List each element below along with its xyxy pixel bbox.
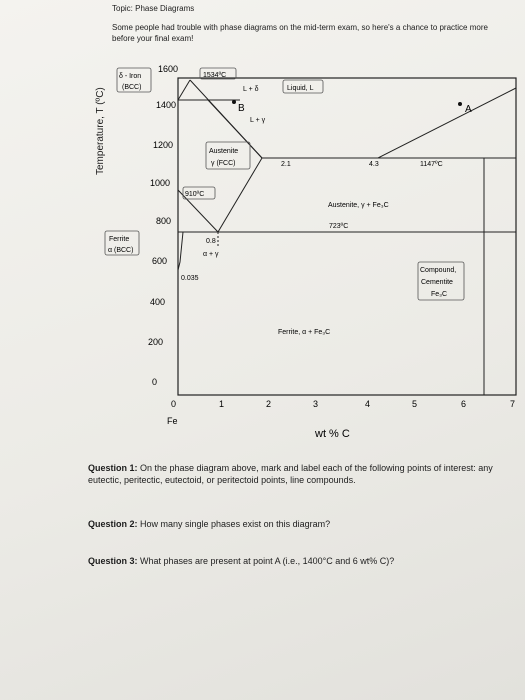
t910-label: 910ºC xyxy=(185,191,205,198)
x-origin-label: Fe xyxy=(167,416,178,426)
question-3 xyxy=(88,555,508,567)
y-tick-400: 400 xyxy=(150,297,166,307)
point-b-label: B xyxy=(238,103,245,114)
compound-label: Compound, xyxy=(420,267,457,274)
phase-lines xyxy=(178,80,516,395)
x-tick-3: 3 xyxy=(313,399,319,409)
x-tick-6: 6 xyxy=(461,399,467,409)
delta-solvus-line xyxy=(178,80,190,100)
y-tick-800: 800 xyxy=(156,216,172,226)
question-2 xyxy=(88,518,508,530)
point-b-dot xyxy=(232,100,236,104)
delta-iron-bcc-label: (BCC) xyxy=(122,84,142,91)
ferrite-solvus-line xyxy=(178,232,183,270)
question-1-label: Question 1: xyxy=(88,463,138,473)
t1147-label: 1147ºC xyxy=(420,161,443,168)
cementite-label: Cementite xyxy=(421,279,453,286)
ferrite-bcc-label: α (BCC) xyxy=(108,247,134,254)
topic-heading: Topic: Phase Diagrams xyxy=(112,4,195,13)
question-2-text: How many single phases exist on this diagram? xyxy=(137,519,331,529)
question-2-label: Question 2: xyxy=(88,519,138,529)
y-tick-200: 200 xyxy=(148,337,164,347)
liquid-label: Liquid, L xyxy=(287,85,314,92)
fe3c-label: Fe₃C xyxy=(431,291,448,298)
y-axis-label: Temperature, T (ºC) xyxy=(95,87,106,175)
liquidus-line xyxy=(190,80,378,158)
x-tick-4: 4 xyxy=(365,399,371,409)
l-delta-label: L + δ xyxy=(243,86,259,93)
aust-fe3c-label: Austenite, γ + Fe₃C xyxy=(328,202,389,209)
question-1 xyxy=(88,462,508,486)
y-tick-0: 0 xyxy=(152,377,158,387)
ferrite-label: Ferrite xyxy=(109,236,130,243)
question-3-label: Question 3: xyxy=(88,556,138,566)
point-a-label: A xyxy=(465,104,472,115)
diagram-frame xyxy=(178,78,516,395)
austenite-fcc-label: γ (FCC) xyxy=(211,160,236,167)
x-tick-1: 1 xyxy=(219,399,225,409)
c0035-label: 0.035 xyxy=(181,275,199,282)
c21-label: 2.1 xyxy=(281,161,291,168)
question-1-text: On the phase diagram above, mark and label each of the following points of interest: any eutectic, peritectic, eutectoid, or peritectoid points, line compounds. xyxy=(88,463,493,485)
intro-text: Some people had trouble with phase diagrams on the mid-term exam, so here's a chance to practice more before your final exam! xyxy=(112,23,488,43)
point-a-dot xyxy=(458,102,462,106)
x-tick-0: 0 xyxy=(171,399,177,409)
c43-label: 4.3 xyxy=(369,161,379,168)
y-tick-1200: 1200 xyxy=(153,140,174,150)
y-tick-1400: 1400 xyxy=(156,100,177,110)
l-gamma-label: L + γ xyxy=(250,117,266,124)
alpha-gamma-label: α + γ xyxy=(203,251,219,258)
question-3-text: What phases are present at point A (i.e., 1400°C and 6 wt% C)? xyxy=(137,556,395,566)
y-tick-1600: 1600 xyxy=(158,64,179,74)
y-tick-600: 600 xyxy=(152,256,168,266)
y-tick-1000: 1000 xyxy=(150,178,171,188)
x-tick-5: 5 xyxy=(412,399,418,409)
c08-label: 0.8 xyxy=(206,238,216,245)
t1534-label: 1534ºC xyxy=(203,72,227,79)
liquidus-right-line xyxy=(378,88,516,158)
x-axis-label: wt % C xyxy=(315,428,350,440)
t723-label: 723ºC xyxy=(329,223,349,230)
x-tick-2: 2 xyxy=(266,399,272,409)
austenite-label: Austenite xyxy=(209,148,239,155)
ferrite-fe3c-label: Ferrite, α + Fe₃C xyxy=(278,329,331,336)
x-tick-7: 7 xyxy=(510,399,516,409)
delta-iron-label: δ - Iron xyxy=(119,73,142,80)
